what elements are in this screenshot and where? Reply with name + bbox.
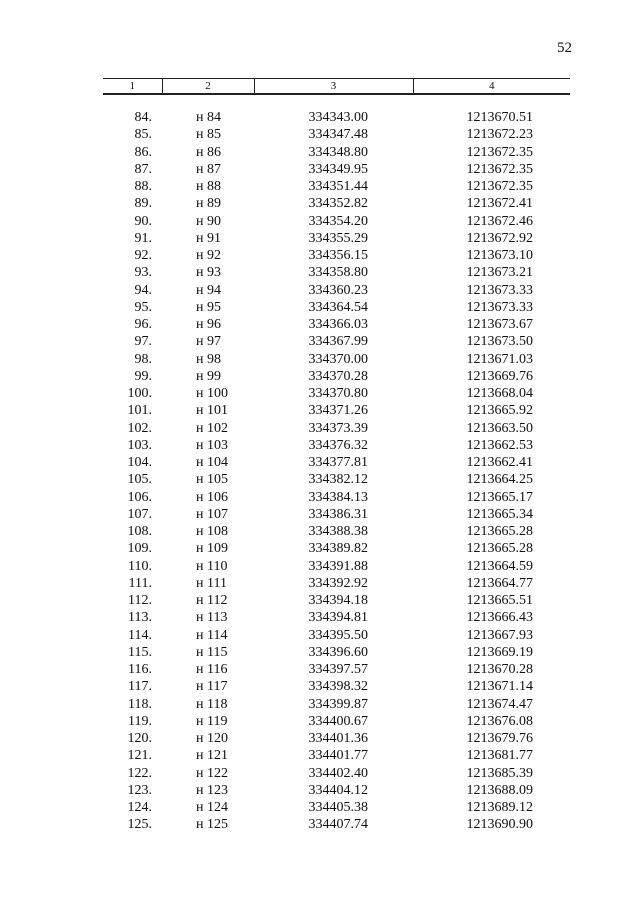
point-label: н 88 — [196, 179, 221, 194]
table-row — [103, 420, 570, 437]
coordinate-y: 1213670.51 — [466, 110, 533, 125]
coordinate-y: 1213673.33 — [466, 299, 533, 315]
row-number: 99. — [134, 368, 152, 384]
column-header-4: 4 — [413, 79, 570, 95]
table-row — [103, 765, 570, 782]
table-row — [103, 747, 570, 764]
point-label: н 107 — [196, 506, 228, 522]
point-label: н 94 — [196, 282, 221, 298]
row-number: 114. — [128, 627, 152, 643]
coordinate-x: 334370.80 — [308, 386, 368, 401]
point-label: н 100 — [196, 386, 228, 401]
row-number: 86. — [134, 144, 152, 160]
point-label: н 93 — [196, 265, 221, 281]
coordinate-y: 1213663.50 — [466, 420, 533, 436]
row-number: 103. — [127, 437, 152, 453]
row-number: 116. — [128, 662, 152, 677]
coordinate-y: 1213672.92 — [466, 230, 533, 246]
coordinate-y: 1213665.51 — [466, 593, 533, 608]
row-number: 120. — [127, 731, 152, 746]
point-label: н 91 — [196, 230, 221, 246]
point-label: н 102 — [196, 420, 228, 436]
row-number: 109. — [127, 541, 152, 557]
table-row — [103, 644, 570, 661]
row-number: 88. — [134, 179, 152, 194]
row-number: 117. — [128, 679, 152, 695]
row-number: 95. — [134, 299, 152, 315]
coordinate-y: 1213673.10 — [466, 248, 533, 263]
point-label: н 114 — [196, 627, 228, 643]
point-label: н 116 — [196, 662, 228, 677]
coordinate-x: 334367.99 — [308, 334, 368, 350]
coordinate-x: 334405.38 — [308, 800, 368, 815]
point-label: н 85 — [196, 127, 221, 143]
coordinate-x: 334371.26 — [308, 403, 368, 419]
coordinate-y: 1213665.34 — [466, 506, 533, 522]
table-row — [103, 368, 570, 385]
point-label: н 118 — [196, 696, 228, 712]
coordinate-x: 334352.82 — [308, 196, 368, 212]
table-row — [103, 558, 570, 575]
row-number: 122. — [127, 765, 152, 781]
row-number: 124. — [127, 800, 152, 815]
table-row — [103, 661, 570, 678]
table-row — [103, 178, 570, 195]
table-row — [103, 592, 570, 609]
coordinate-x: 334356.15 — [308, 248, 368, 263]
point-label: н 99 — [196, 368, 221, 384]
point-label: н 104 — [196, 455, 228, 470]
row-number: 98. — [134, 351, 152, 367]
point-label: н 112 — [196, 593, 228, 608]
table-row — [103, 489, 570, 506]
coordinate-y: 1213664.77 — [466, 575, 533, 591]
coordinate-y: 1213665.28 — [466, 524, 533, 539]
coordinate-x: 334382.12 — [308, 472, 368, 488]
table-row — [103, 385, 570, 402]
coordinate-y: 1213673.67 — [466, 317, 533, 332]
coordinate-x: 334407.74 — [308, 817, 368, 833]
row-number: 84. — [134, 110, 152, 125]
point-label: н 96 — [196, 317, 221, 332]
coordinate-y: 1213685.39 — [466, 765, 533, 781]
coordinate-y: 1213672.41 — [466, 196, 533, 212]
coordinate-x: 334397.57 — [308, 662, 368, 677]
coordinate-x: 334395.50 — [308, 627, 368, 643]
point-label: н 105 — [196, 472, 228, 488]
coordinate-x: 334349.95 — [308, 161, 368, 177]
table-row — [103, 109, 570, 126]
coordinate-y: 1213662.41 — [466, 455, 533, 470]
table-row — [103, 230, 570, 247]
point-label: н 92 — [196, 248, 221, 263]
row-number: 96. — [134, 317, 152, 332]
table-row — [103, 575, 570, 592]
coordinate-x: 334384.13 — [308, 489, 368, 505]
row-number: 91. — [134, 230, 152, 246]
coordinate-y: 1213665.28 — [466, 541, 533, 557]
table-row — [103, 730, 570, 747]
coordinate-x: 334347.48 — [308, 127, 368, 143]
table-row — [103, 213, 570, 230]
table-row — [103, 609, 570, 626]
point-label: н 110 — [196, 558, 228, 574]
coordinate-y: 1213668.04 — [466, 386, 533, 401]
table-row — [103, 799, 570, 816]
coordinate-x: 334391.88 — [308, 558, 368, 574]
row-number: 94. — [134, 282, 152, 298]
coordinate-y: 1213672.35 — [466, 179, 533, 194]
coordinate-x: 334404.12 — [308, 782, 368, 798]
page-number: 52 — [557, 40, 572, 56]
table-row — [103, 678, 570, 695]
row-number: 125. — [127, 817, 152, 833]
point-label: н 106 — [196, 489, 228, 505]
coordinate-x: 334401.77 — [308, 748, 368, 764]
row-number: 112. — [128, 593, 152, 608]
row-number: 90. — [134, 213, 152, 229]
table-row — [103, 299, 570, 316]
coordinate-x: 334396.60 — [308, 644, 368, 660]
row-number: 89. — [134, 196, 152, 212]
point-label: н 123 — [196, 782, 228, 798]
coordinate-y: 1213664.25 — [466, 472, 533, 488]
point-label: н 86 — [196, 144, 221, 160]
coordinate-y: 1213672.46 — [466, 213, 533, 229]
row-number: 110. — [128, 558, 152, 574]
coordinate-y: 1213674.47 — [466, 696, 533, 712]
coordinate-x: 334360.23 — [308, 282, 368, 298]
coordinate-x: 334373.39 — [308, 420, 368, 436]
column-header-3: 3 — [254, 79, 413, 95]
table-row — [103, 816, 570, 833]
point-label: н 113 — [196, 610, 228, 626]
coordinate-y: 1213667.93 — [466, 627, 533, 643]
row-number: 93. — [134, 265, 152, 281]
coordinate-x: 334354.20 — [308, 213, 368, 229]
point-label: н 108 — [196, 524, 228, 539]
row-number: 106. — [127, 489, 152, 505]
point-label: н 121 — [196, 748, 228, 764]
coordinate-y: 1213688.09 — [466, 782, 533, 798]
table-row — [103, 144, 570, 161]
coordinate-y: 1213669.76 — [466, 368, 533, 384]
point-label: н 120 — [196, 731, 228, 746]
point-label: н 95 — [196, 299, 221, 315]
coordinate-x: 334394.18 — [308, 593, 368, 608]
coordinate-x: 334394.81 — [308, 610, 368, 626]
coordinate-y: 1213673.21 — [466, 265, 533, 281]
coordinate-x: 334355.29 — [308, 230, 368, 246]
coordinate-x: 334402.40 — [308, 765, 368, 781]
coordinate-y: 1213671.14 — [466, 679, 533, 695]
point-label: н 97 — [196, 334, 221, 350]
table-row — [103, 247, 570, 264]
coordinate-y: 1213669.19 — [466, 644, 533, 660]
table-row — [103, 454, 570, 471]
table-row — [103, 471, 570, 488]
coordinate-x: 334370.00 — [308, 351, 368, 367]
coordinate-x: 334392.92 — [308, 575, 368, 591]
column-header-2: 2 — [162, 79, 254, 95]
point-label: н 124 — [196, 800, 228, 815]
coordinate-y: 1213664.59 — [466, 558, 533, 574]
point-label: н 89 — [196, 196, 221, 212]
table-row — [103, 713, 570, 730]
table-row — [103, 437, 570, 454]
point-label: н 84 — [196, 110, 221, 125]
row-number: 113. — [128, 610, 152, 626]
row-number: 104. — [127, 455, 152, 470]
row-number: 92. — [134, 248, 152, 263]
point-label: н 115 — [196, 644, 228, 660]
point-label: н 122 — [196, 765, 228, 781]
table-row — [103, 126, 570, 143]
table-row — [103, 282, 570, 299]
coordinate-x: 334386.31 — [308, 506, 368, 522]
point-label: н 90 — [196, 213, 221, 229]
row-number: 87. — [134, 161, 152, 177]
column-header-1: 1 — [103, 79, 162, 95]
coordinate-x: 334376.32 — [308, 437, 368, 453]
table-row — [103, 351, 570, 368]
coordinate-y: 1213662.53 — [466, 437, 533, 453]
row-number: 118. — [128, 696, 152, 712]
row-number: 97. — [134, 334, 152, 350]
coordinate-x: 334366.03 — [308, 317, 368, 332]
coordinates-table-body — [103, 109, 570, 834]
row-number: 121. — [127, 748, 152, 764]
table-row — [103, 506, 570, 523]
row-number: 111. — [128, 575, 152, 591]
coordinate-y: 1213672.35 — [466, 161, 533, 177]
table-row — [103, 540, 570, 557]
table-row — [103, 523, 570, 540]
coordinate-x: 334388.38 — [308, 524, 368, 539]
coordinate-y: 1213670.28 — [466, 662, 533, 677]
coordinate-y: 1213671.03 — [466, 351, 533, 367]
point-label: н 111 — [196, 575, 227, 591]
row-number: 102. — [127, 420, 152, 436]
coordinate-x: 334399.87 — [308, 696, 368, 712]
coordinate-x: 334400.67 — [308, 713, 368, 729]
table-header — [103, 78, 570, 95]
table-row — [103, 195, 570, 212]
point-label: н 119 — [196, 713, 228, 729]
coordinate-x: 334348.80 — [308, 144, 368, 160]
coordinate-x: 334370.28 — [308, 368, 368, 384]
row-number: 105. — [127, 472, 152, 488]
table-row — [103, 264, 570, 281]
point-label: н 117 — [196, 679, 228, 695]
table-row — [103, 333, 570, 350]
coordinate-x: 334358.80 — [308, 265, 368, 281]
table-row — [103, 316, 570, 333]
coordinate-y: 1213665.92 — [466, 403, 533, 419]
row-number: 85. — [134, 127, 152, 143]
table-row — [103, 627, 570, 644]
row-number: 107. — [127, 506, 152, 522]
coordinate-x: 334398.32 — [308, 679, 368, 695]
table-row — [103, 402, 570, 419]
coordinate-x: 334377.81 — [308, 455, 368, 470]
point-label: н 101 — [196, 403, 228, 419]
row-number: 119. — [128, 713, 152, 729]
coordinate-y: 1213689.12 — [466, 800, 533, 815]
table-row — [103, 696, 570, 713]
point-label: н 125 — [196, 817, 228, 833]
row-number: 123. — [127, 782, 152, 798]
coordinate-y: 1213673.33 — [466, 282, 533, 298]
row-number: 108. — [127, 524, 152, 539]
coordinate-y: 1213676.08 — [466, 713, 533, 729]
coordinate-y: 1213690.90 — [466, 817, 533, 833]
coordinate-y: 1213673.50 — [466, 334, 533, 350]
coordinate-y: 1213672.35 — [466, 144, 533, 160]
coordinate-x: 334364.54 — [308, 299, 368, 315]
coordinate-y: 1213666.43 — [466, 610, 533, 626]
point-label: н 103 — [196, 437, 228, 453]
coordinate-y: 1213665.17 — [466, 489, 533, 505]
table-row — [103, 161, 570, 178]
coordinate-x: 334343.00 — [308, 110, 368, 125]
point-label: н 98 — [196, 351, 221, 367]
point-label: н 87 — [196, 161, 221, 177]
coordinate-x: 334351.44 — [308, 179, 368, 194]
row-number: 100. — [127, 386, 152, 401]
row-number: 101. — [127, 403, 152, 419]
coordinate-x: 334401.36 — [308, 731, 368, 746]
coordinate-x: 334389.82 — [308, 541, 368, 557]
coordinate-y: 1213679.76 — [466, 731, 533, 746]
table-row — [103, 782, 570, 799]
coordinate-y: 1213681.77 — [466, 748, 533, 764]
coordinate-y: 1213672.23 — [466, 127, 533, 143]
point-label: н 109 — [196, 541, 228, 557]
row-number: 115. — [128, 644, 152, 660]
